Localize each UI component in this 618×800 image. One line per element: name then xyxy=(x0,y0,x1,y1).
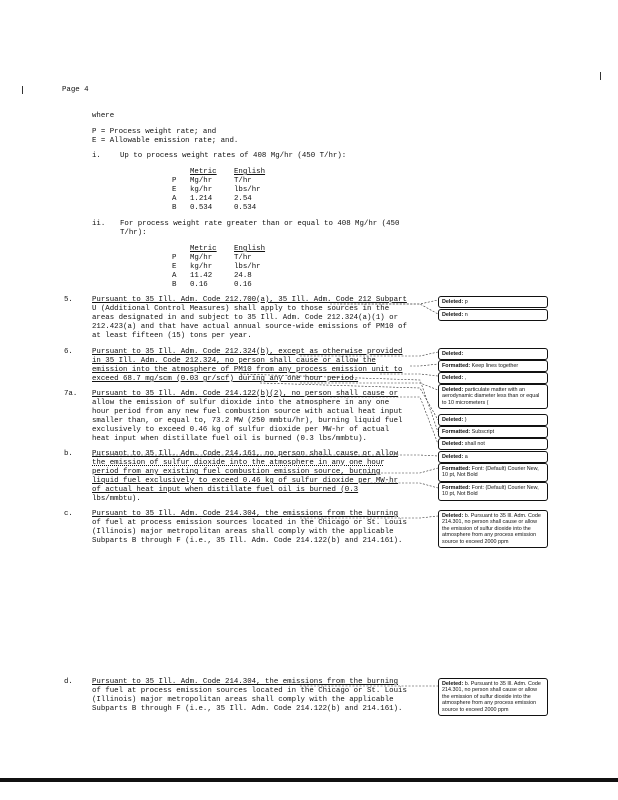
margin-mark xyxy=(22,86,23,94)
comment-balloon[interactable] xyxy=(438,414,548,426)
para-7b-marker: b. xyxy=(64,450,73,458)
table-row: E kg/hr lbs/hr xyxy=(172,186,261,194)
section-ii-table xyxy=(172,245,269,290)
text-line: exclusively to exceed 0.46 kg of sulfur dioxide per MW-hr of actual xyxy=(92,426,390,434)
comment-balloon[interactable] xyxy=(438,309,548,321)
text-line: the emission of sulfur dioxide into the atmosphere in any one hour xyxy=(92,459,385,467)
comment-balloon[interactable] xyxy=(438,451,548,463)
comment-text: particulate matter with an aerodynamic diameter less than or equal to 10 micrometers ( xyxy=(442,387,540,406)
para-5-marker: 5. xyxy=(64,296,73,304)
definition-e: E = Allowable emission rate; and. xyxy=(92,137,239,145)
text-line: heat input when distillate fuel oil is burned (0.3 lbs/mmbtu). xyxy=(92,435,367,443)
comment-balloon[interactable] xyxy=(438,678,548,716)
text-line: at least fifteen (15) tons per year. xyxy=(92,332,252,340)
comment-text: Subscript xyxy=(471,429,495,435)
text-line: U (Additional Control Measures) shall apply to those sources in the xyxy=(92,305,390,313)
text-line: Pursuant to 35 Ill. Adm. Code 212.700(a), 35 Ill. Adm. Code 212 Subpart xyxy=(92,296,407,304)
comment-label: Deleted: xyxy=(442,312,464,318)
text-line: Pursuant to 35 Ill. Adm. Code 214.161, no person shall cause or allow xyxy=(92,450,399,458)
header-english: English xyxy=(234,245,266,253)
comment-balloon[interactable] xyxy=(438,372,548,384)
comment-balloon[interactable] xyxy=(438,296,548,308)
table-row: B 0.16 0.16 xyxy=(172,281,252,289)
comment-label: Deleted: xyxy=(442,351,464,357)
text-line: exceed 68.7 mg/scm (0.03 gr/scf) during any one hour period. xyxy=(92,375,359,383)
table-row: P Mg/hr T/hr xyxy=(172,177,252,185)
para-7b-body xyxy=(92,450,398,504)
text-line: of fuel at process emission sources located in the Chicago or St. Louis xyxy=(92,687,407,695)
text-line: hour period from any new fuel combustion source with actual heat input xyxy=(92,408,403,416)
comment-label: Deleted: xyxy=(442,375,464,381)
comment-text: b. Pursuant to 35 Ill. Adm. Code 214.301, no person shall cause or allow the emission of sulfur dioxide into the atmosphere from any process emission source to exceed 2000 ppm xyxy=(442,681,541,713)
comment-label: Deleted: xyxy=(442,387,464,393)
comment-text: Font: (Default) Courier New, 10 pt, Not Bold xyxy=(442,485,539,498)
header-metric: Metric xyxy=(190,168,217,176)
text-line: of actual heat input when distillate fuel oil is burned (0.3 xyxy=(92,486,359,494)
comment-text: ) xyxy=(464,417,467,423)
comment-text: , xyxy=(464,375,467,381)
comment-balloon[interactable] xyxy=(438,348,548,360)
comment-label: Deleted: xyxy=(442,441,464,447)
units-table xyxy=(172,245,269,290)
table-row: A 11.42 24.8 xyxy=(172,272,252,280)
table-row: P Mg/hr T/hr xyxy=(172,254,252,262)
comment-text: shall not xyxy=(464,441,485,447)
header-metric: Metric xyxy=(190,245,217,253)
text-line: emission into the atmosphere of PM10 from any process emission unit to xyxy=(92,366,403,374)
section-i-text: Up to process weight rates of 408 Mg/hr (450 T/hr): xyxy=(120,152,347,160)
comment-balloon[interactable] xyxy=(438,463,548,482)
para-7a-marker: 7a. xyxy=(64,390,78,398)
text-line: (Illinois) major metropolitan areas shall comply with the applicable xyxy=(92,696,394,704)
text-line: of fuel at process emission sources located in the Chicago or St. Louis xyxy=(92,519,407,527)
margin-mark xyxy=(600,72,601,80)
comment-label: Formatted: xyxy=(442,363,471,369)
text-line: Pursuant to 35 Ill. Adm. Code 214.122(b)(2), no person shall cause or xyxy=(92,390,399,398)
comment-label: Deleted: xyxy=(442,417,464,423)
text-line: 212.423(a) and that have actual annual source-wide emissions of PM10 of xyxy=(92,323,407,331)
section-ii-line2: T/hr): xyxy=(120,229,147,237)
section-i-number: i. xyxy=(92,152,101,160)
comment-label: Deleted: xyxy=(442,681,464,687)
comment-label: Formatted: xyxy=(442,485,471,491)
comment-text: Font: (Default) Courier New, 10 pt, Not Bold xyxy=(442,466,539,479)
para-c-marker: c. xyxy=(64,510,73,518)
table-row: B 0.534 0.534 xyxy=(172,204,257,212)
comment-text: n xyxy=(464,312,468,318)
scan-edge-bar xyxy=(0,778,618,782)
section-i-table xyxy=(172,168,269,213)
page-number: Page 4 xyxy=(62,86,89,94)
comment-label: Deleted: xyxy=(442,513,464,519)
comment-balloon[interactable] xyxy=(438,438,548,450)
text-line: in 35 Ill. Adm. Code 212.324, no person shall cause or allow the xyxy=(92,357,376,365)
comment-balloon[interactable] xyxy=(438,360,548,372)
text-line: Subparts B through F (i.e., 35 Ill. Adm. Code 214.122(b) and 214.161). xyxy=(92,705,403,713)
table-row: A 1.214 2.54 xyxy=(172,195,252,203)
units-table xyxy=(172,168,269,213)
comment-text: b. Pursuant to 35 Ill. Adm. Code 214.301, no person shall cause or allow the emission of sulfur dioxide into the atmosphere from any process emission source to exceed 2000 ppm xyxy=(442,513,541,545)
text-line: period from any existing fuel combustion emission source, burning xyxy=(92,468,381,476)
text-line: lbs/mmbtu). xyxy=(92,495,141,503)
comment-text: p xyxy=(464,299,468,305)
comment-label: Formatted: xyxy=(442,466,471,472)
comment-label: Deleted: xyxy=(442,454,464,460)
text-line: (Illinois) major metropolitan areas shall comply with the applicable xyxy=(92,528,394,536)
para-5-body xyxy=(92,296,407,341)
text-line: allow the emission of sulfur dioxide into the atmosphere in any one xyxy=(92,399,390,407)
section-ii-line1: For process weight rate greater than or equal to 408 Mg/hr (450 xyxy=(120,220,400,228)
comment-label: Deleted: xyxy=(442,299,464,305)
comment-balloon[interactable] xyxy=(438,426,548,438)
text-line: Subparts B through F (i.e., 35 Ill. Adm. Code 214.122(b) and 214.161). xyxy=(92,537,403,545)
comment-text: a xyxy=(464,454,468,460)
text-line: smaller than, or equal to, 73.2 MW (250 mmbtu/hr), burning liquid fuel xyxy=(92,417,403,425)
para-d-marker: d. xyxy=(64,678,73,686)
section-ii-number: ii. xyxy=(92,220,106,228)
text-line: areas designated in and subject to 35 Ill. Adm. Code 212.324(a)(1) or xyxy=(92,314,399,322)
para-6-marker: 6. xyxy=(64,348,73,356)
comment-balloon[interactable] xyxy=(438,510,548,548)
para-6-body xyxy=(92,348,402,384)
para-d-body xyxy=(92,678,407,714)
para-7a-body xyxy=(92,390,402,444)
table-row: E kg/hr lbs/hr xyxy=(172,263,261,271)
where-label: where xyxy=(92,112,115,120)
text-line: Pursuant to 35 Ill. Adm. Code 212.324(b), except as otherwise provided xyxy=(92,348,403,356)
comment-balloon[interactable] xyxy=(438,384,548,409)
definition-p: P = Process weight rate; and xyxy=(92,128,217,136)
comment-balloon[interactable] xyxy=(438,482,548,501)
text-line: Pursuant to 35 Ill. Adm. Code 214.304, the emissions from the burning xyxy=(92,510,399,518)
header-english: English xyxy=(234,168,266,176)
comment-text: Keep lines together xyxy=(471,363,519,369)
comment-label: Formatted: xyxy=(442,429,471,435)
text-line: liquid fuel exclusively to exceed 0.46 kg of sulfur dioxide per MW-hr xyxy=(92,477,399,485)
text-line: Pursuant to 35 Ill. Adm. Code 214.304, the emissions from the burning xyxy=(92,678,399,686)
para-c-body xyxy=(92,510,407,546)
